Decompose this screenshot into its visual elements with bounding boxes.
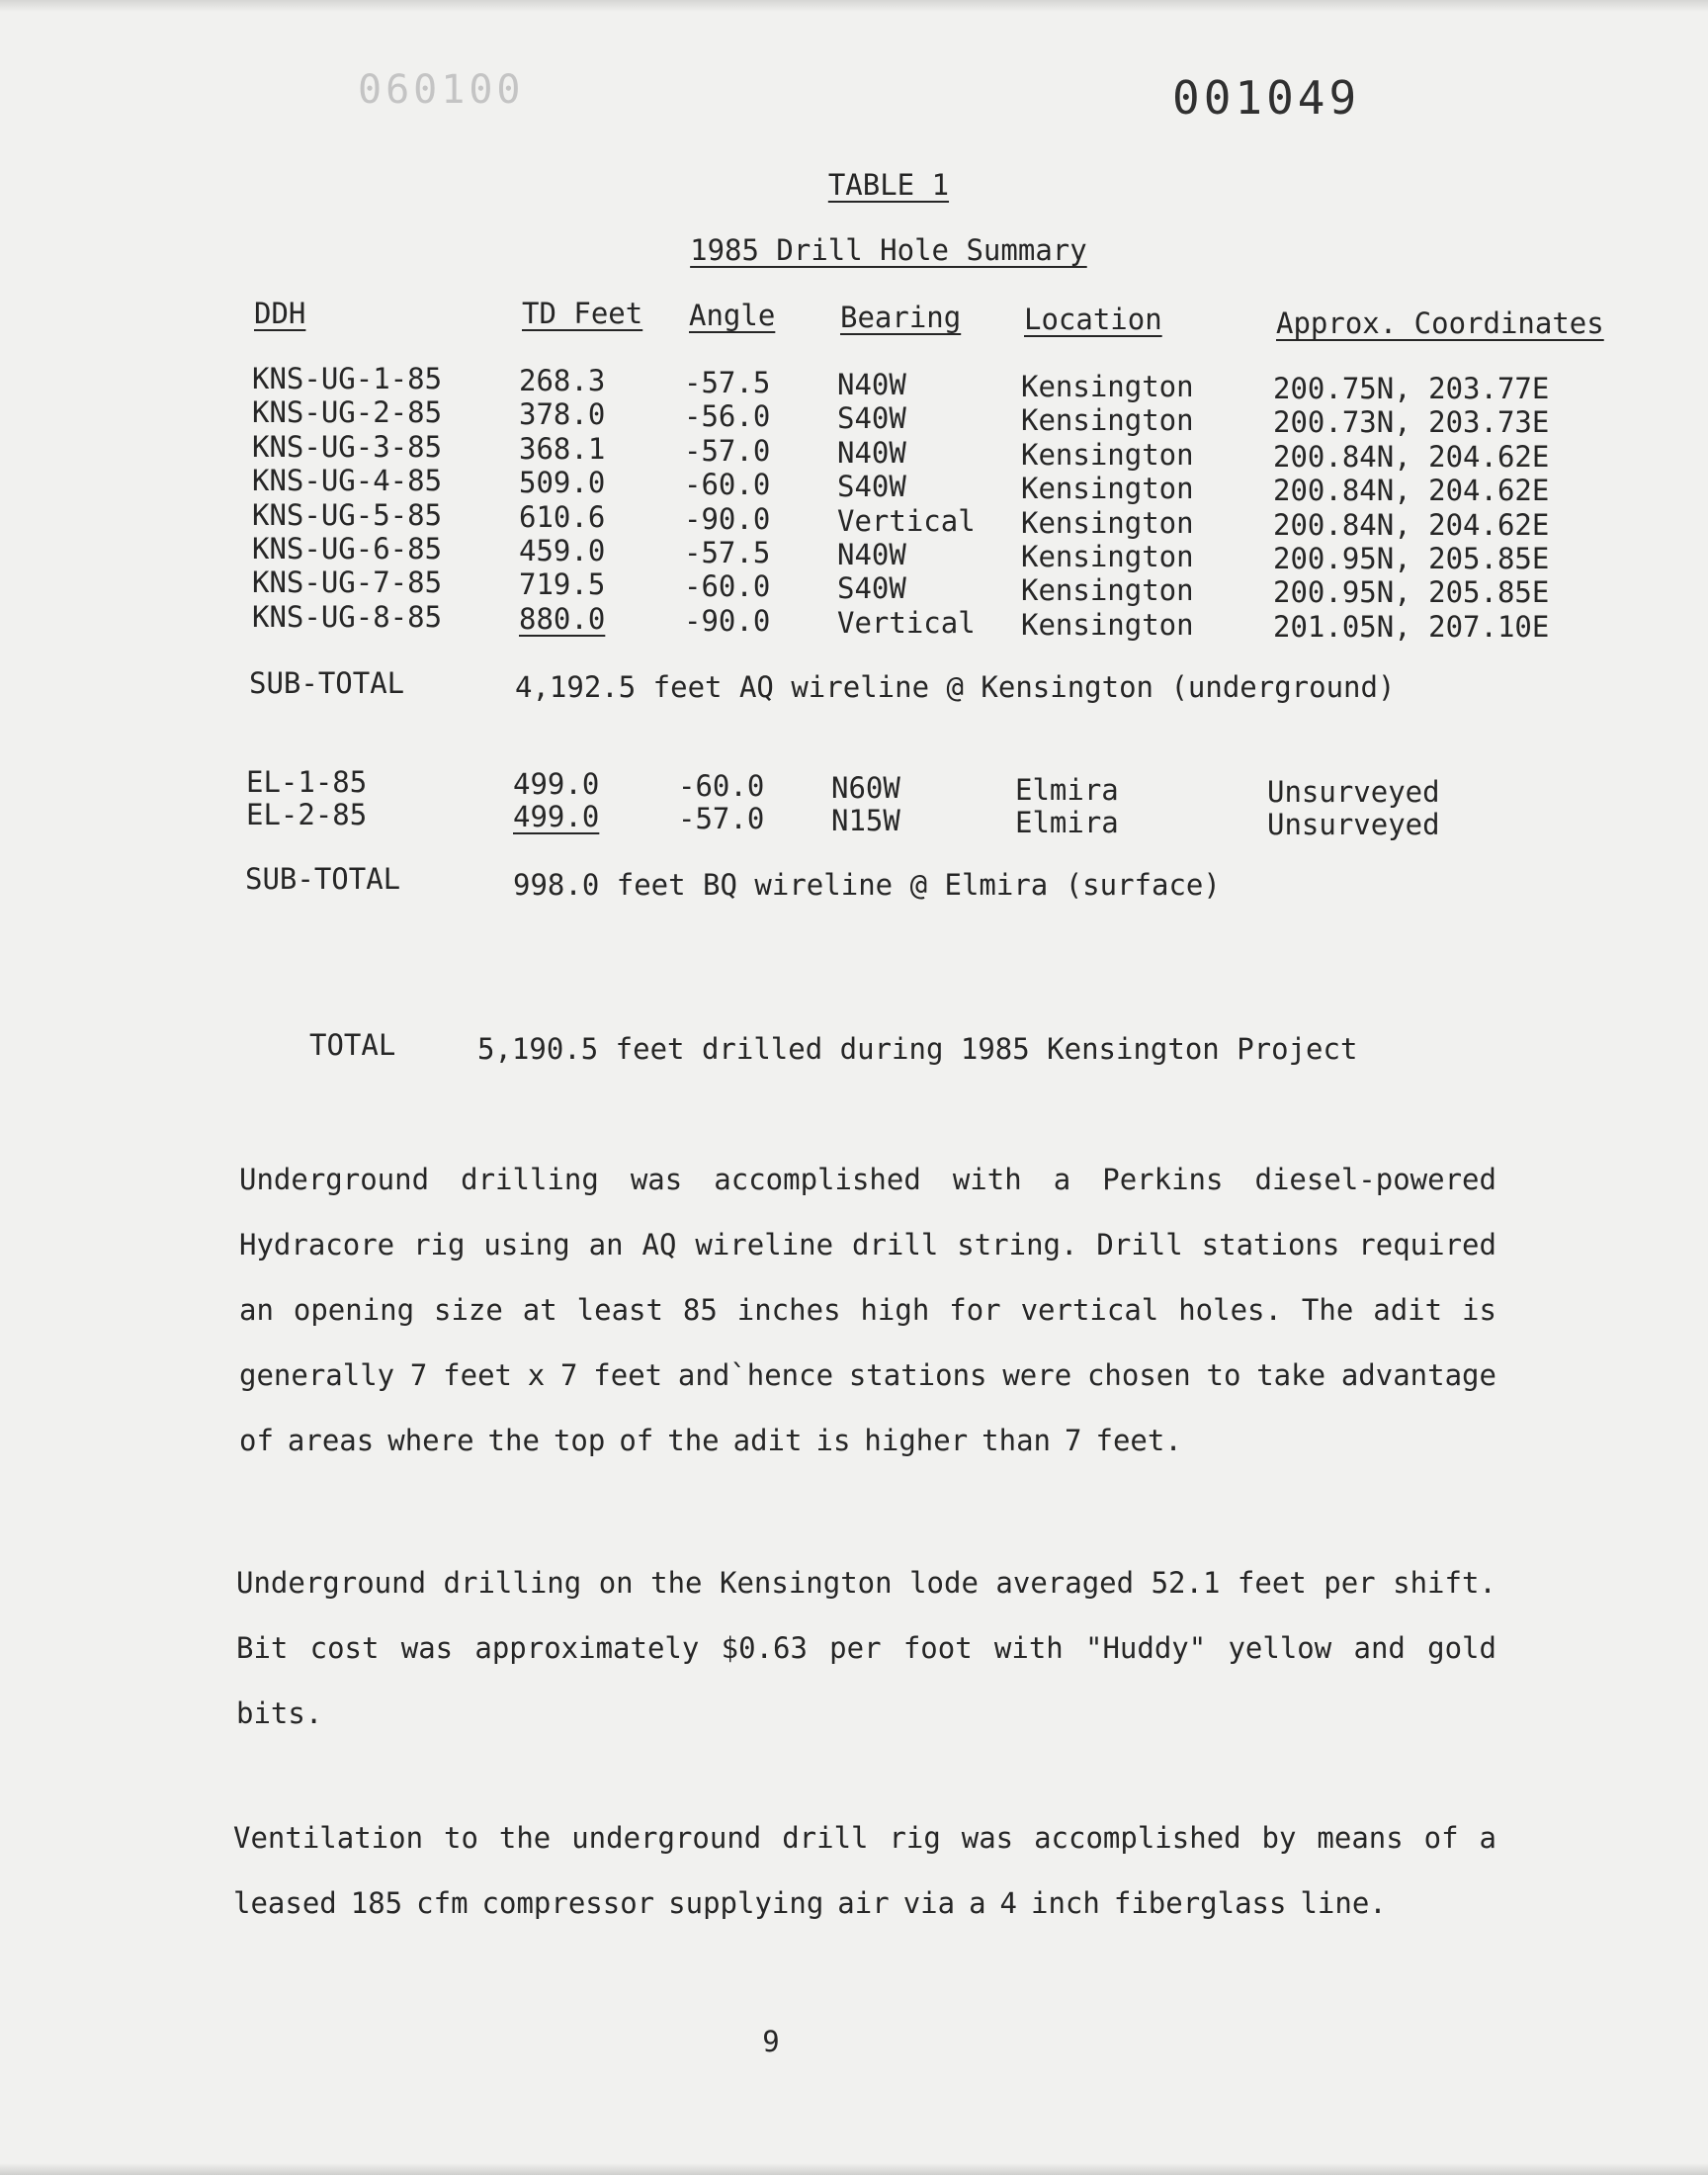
word: of bbox=[1423, 1821, 1459, 1855]
word: $0.63 bbox=[721, 1631, 808, 1665]
word: "Huddy" bbox=[1085, 1631, 1207, 1665]
word: required bbox=[1358, 1228, 1496, 1262]
header-angle: Angle bbox=[689, 299, 776, 332]
paragraph-line bbox=[239, 1163, 1496, 1228]
cell-angle: -60.0 bbox=[684, 569, 771, 604]
word: leased bbox=[233, 1886, 337, 1920]
paragraph-line bbox=[233, 1821, 1496, 1886]
word: of bbox=[619, 1424, 654, 1457]
header-td-feet: TD Feet bbox=[522, 297, 643, 330]
paragraph bbox=[233, 1821, 1496, 1952]
word: stations bbox=[1201, 1228, 1340, 1262]
header-bearing: Bearing bbox=[840, 301, 962, 334]
word: foot bbox=[902, 1631, 973, 1665]
paragraph-line bbox=[239, 1228, 1496, 1293]
cell-ddh: KNS-UG-7-85 bbox=[252, 566, 443, 600]
header-ddh: DDH bbox=[254, 297, 306, 330]
word: gold bbox=[1427, 1631, 1496, 1665]
word: drilling bbox=[443, 1566, 582, 1600]
cell-coords: 200.75N, 203.77E bbox=[1273, 372, 1550, 405]
cell-ddh: KNS-UG-4-85 bbox=[252, 464, 443, 498]
word: where bbox=[387, 1424, 474, 1457]
cell-angle: -57.0 bbox=[678, 802, 765, 835]
word: for bbox=[949, 1293, 1001, 1327]
table-label: TABLE 1 bbox=[827, 168, 950, 202]
word: on bbox=[598, 1566, 634, 1600]
word: feet bbox=[443, 1358, 513, 1392]
word: top bbox=[553, 1424, 606, 1457]
cell-location: Kensington bbox=[1021, 607, 1194, 642]
word: adit bbox=[1373, 1293, 1443, 1327]
word: the bbox=[487, 1424, 540, 1457]
word: lode bbox=[909, 1566, 979, 1600]
word: cfm bbox=[416, 1886, 469, 1920]
word: via bbox=[902, 1886, 956, 1920]
word: an bbox=[588, 1228, 624, 1262]
header-location: Location bbox=[1024, 303, 1162, 336]
word: areas bbox=[287, 1424, 375, 1457]
paragraph bbox=[236, 1566, 1496, 1762]
word: 7 bbox=[560, 1358, 578, 1392]
word: inches bbox=[736, 1293, 841, 1327]
word: Underground bbox=[236, 1566, 427, 1600]
word: feet bbox=[1237, 1566, 1307, 1600]
cell-coords: Unsurveyed bbox=[1267, 808, 1440, 841]
cell-location: Kensington bbox=[1021, 437, 1194, 472]
word: vertical bbox=[1020, 1293, 1159, 1327]
word: Ventilation bbox=[233, 1821, 424, 1855]
word: an bbox=[239, 1293, 274, 1327]
cell-ddh: EL-2-85 bbox=[246, 798, 368, 831]
cell-coords: 200.95N, 205.85E bbox=[1273, 575, 1550, 610]
word: drill bbox=[782, 1821, 869, 1855]
word: underground bbox=[571, 1821, 762, 1855]
cell-location: Kensington bbox=[1021, 540, 1194, 573]
scan-edge-top bbox=[0, 0, 1708, 12]
word: least bbox=[576, 1293, 663, 1327]
page-stamp-number: 001049 bbox=[1172, 71, 1361, 125]
word: the bbox=[650, 1566, 703, 1600]
word: means bbox=[1317, 1821, 1404, 1855]
cell-td: 268.3 bbox=[519, 364, 606, 397]
total-label: TOTAL bbox=[309, 1028, 396, 1062]
word: is bbox=[1462, 1293, 1496, 1327]
word: supplying bbox=[668, 1886, 824, 1920]
word: approximately bbox=[474, 1631, 700, 1665]
word: The bbox=[1301, 1293, 1354, 1327]
word: a bbox=[969, 1886, 986, 1920]
word: Perkins bbox=[1102, 1163, 1224, 1196]
cell-coords: 200.84N, 204.62E bbox=[1273, 474, 1550, 508]
word: to bbox=[1206, 1358, 1241, 1392]
word: 7 bbox=[1065, 1424, 1082, 1457]
cell-td: 499.0 bbox=[513, 800, 600, 833]
word: line. bbox=[1300, 1886, 1387, 1920]
faint-stamp-number: 060100 bbox=[358, 67, 525, 113]
word: a bbox=[1053, 1163, 1071, 1196]
word: drilling bbox=[461, 1163, 599, 1196]
cell-coords: 201.05N, 207.10E bbox=[1273, 609, 1550, 644]
word: high bbox=[860, 1293, 930, 1327]
cell-location: Kensington bbox=[1021, 370, 1194, 403]
word: bits. bbox=[236, 1696, 323, 1730]
word: and bbox=[1353, 1631, 1406, 1665]
cell-ddh: KNS-UG-2-85 bbox=[252, 395, 443, 430]
word: accomplished bbox=[714, 1163, 921, 1196]
word: advantage bbox=[1340, 1358, 1496, 1392]
word: at bbox=[522, 1293, 557, 1327]
cell-angle: -57.5 bbox=[684, 366, 771, 399]
word: 185 bbox=[350, 1886, 403, 1920]
word: chosen bbox=[1086, 1358, 1191, 1392]
cell-angle: -90.0 bbox=[684, 501, 771, 536]
cell-coords: 200.73N, 203.73E bbox=[1273, 405, 1550, 440]
cell-td: 459.0 bbox=[519, 534, 606, 567]
cell-ddh: KNS-UG-6-85 bbox=[252, 532, 443, 566]
cell-angle: -57.5 bbox=[684, 536, 771, 569]
cell-ddh: EL-1-85 bbox=[246, 765, 368, 799]
cell-coords: 200.84N, 204.62E bbox=[1273, 507, 1550, 542]
subtotal-1-text: 4,192.5 feet AQ wireline @ Kensington (underground) bbox=[515, 670, 1396, 704]
word: was bbox=[630, 1163, 683, 1196]
cell-location: Kensington bbox=[1021, 505, 1194, 540]
word: is bbox=[815, 1424, 851, 1457]
cell-angle: -90.0 bbox=[684, 603, 771, 638]
word: 52.1 bbox=[1151, 1566, 1221, 1600]
total-text: 5,190.5 feet drilled during 1985 Kensington Project bbox=[477, 1032, 1358, 1066]
word: were bbox=[1002, 1358, 1072, 1392]
word: a bbox=[1479, 1821, 1496, 1855]
word: diesel-powered bbox=[1254, 1163, 1496, 1196]
word: 85 bbox=[682, 1293, 718, 1327]
word: than bbox=[982, 1424, 1052, 1457]
cell-coords: 200.84N, 204.62E bbox=[1273, 439, 1550, 474]
word: feet. bbox=[1095, 1424, 1182, 1457]
cell-ddh: KNS-UG-8-85 bbox=[252, 599, 443, 634]
word: AQ bbox=[641, 1228, 677, 1262]
word: generally bbox=[239, 1358, 395, 1392]
cell-coords: Unsurveyed bbox=[1267, 775, 1440, 809]
word: rig bbox=[413, 1228, 466, 1262]
paragraph-line bbox=[239, 1424, 1496, 1489]
cell-bearing: N40W bbox=[837, 538, 906, 571]
cell-angle: -60.0 bbox=[678, 769, 765, 803]
cell-location: Kensington bbox=[1021, 573, 1194, 608]
word: size bbox=[434, 1293, 503, 1327]
cell-coords: 200.95N, 205.85E bbox=[1273, 542, 1550, 575]
paragraph-line bbox=[233, 1886, 1496, 1952]
word: 7 bbox=[409, 1358, 428, 1392]
word: averaged bbox=[995, 1566, 1135, 1600]
cell-td: 719.5 bbox=[519, 567, 606, 602]
cell-ddh: KNS-UG-1-85 bbox=[252, 362, 443, 395]
cell-td: 880.0 bbox=[519, 601, 606, 636]
word: Bit bbox=[236, 1631, 289, 1665]
word: with bbox=[952, 1163, 1022, 1196]
scan-edge-bottom bbox=[0, 2163, 1708, 2175]
word: was bbox=[961, 1821, 1014, 1855]
word: adit bbox=[732, 1424, 803, 1457]
word: per bbox=[829, 1631, 882, 1665]
word: rig bbox=[889, 1821, 941, 1855]
word: fiberglass bbox=[1113, 1886, 1287, 1920]
word: Kensington bbox=[720, 1566, 893, 1600]
cell-location: Elmira bbox=[1015, 773, 1119, 807]
word: string. bbox=[957, 1228, 1078, 1262]
word: yellow bbox=[1228, 1631, 1332, 1665]
word: the bbox=[498, 1821, 552, 1855]
word: air bbox=[837, 1886, 890, 1920]
word: by bbox=[1261, 1821, 1297, 1855]
word: drill bbox=[852, 1228, 939, 1262]
subtotal-1-label: SUB-TOTAL bbox=[249, 666, 405, 700]
word: and`hence bbox=[677, 1358, 834, 1392]
subtotal-2-label: SUB-TOTAL bbox=[245, 862, 401, 896]
word: higher bbox=[864, 1424, 969, 1457]
cell-bearing: N40W bbox=[837, 435, 906, 470]
subtotal-2-text: 998.0 feet BQ wireline @ Elmira (surface) bbox=[513, 868, 1221, 902]
word: of bbox=[239, 1424, 274, 1457]
paragraph-line bbox=[236, 1696, 1496, 1762]
word: to bbox=[444, 1821, 478, 1855]
cell-location: Elmira bbox=[1015, 806, 1119, 839]
cell-angle: -56.0 bbox=[684, 399, 771, 434]
word: x bbox=[527, 1358, 546, 1392]
paragraph bbox=[239, 1163, 1496, 1489]
cell-bearing: S40W bbox=[837, 401, 906, 436]
paragraph-line bbox=[239, 1293, 1496, 1358]
word: Hydracore bbox=[239, 1228, 395, 1262]
header-coordinates: Approx. Coordinates bbox=[1276, 306, 1604, 340]
word: take bbox=[1256, 1358, 1326, 1392]
word: Drill bbox=[1096, 1228, 1183, 1262]
word: the bbox=[667, 1424, 720, 1457]
word: cost bbox=[309, 1631, 380, 1665]
page-number: 9 bbox=[762, 2025, 780, 2058]
cell-bearing: N40W bbox=[837, 368, 906, 401]
cell-td: 499.0 bbox=[513, 767, 600, 801]
cell-angle: -60.0 bbox=[684, 468, 771, 502]
cell-bearing: S40W bbox=[837, 571, 906, 606]
cell-bearing: S40W bbox=[837, 470, 906, 504]
cell-angle: -57.0 bbox=[684, 433, 771, 468]
table-subtitle: 1985 Drill Hole Summary bbox=[690, 233, 1087, 267]
cell-td: 509.0 bbox=[519, 466, 606, 500]
cell-td: 610.6 bbox=[519, 499, 606, 534]
word: stations bbox=[848, 1358, 987, 1392]
cell-bearing: N60W bbox=[831, 771, 900, 805]
word: compressor bbox=[481, 1886, 655, 1920]
cell-bearing: N15W bbox=[831, 804, 900, 837]
word: accomplished bbox=[1034, 1821, 1241, 1855]
cell-td: 378.0 bbox=[519, 397, 606, 432]
cell-td: 368.1 bbox=[519, 431, 606, 466]
cell-bearing: Vertical bbox=[837, 605, 976, 640]
cell-location: Kensington bbox=[1021, 472, 1194, 506]
word: inch bbox=[1031, 1886, 1100, 1920]
word: feet bbox=[593, 1358, 663, 1392]
paragraph-line bbox=[239, 1358, 1496, 1424]
word: 4 bbox=[999, 1886, 1018, 1920]
word: shift. bbox=[1393, 1566, 1496, 1600]
word: Underground bbox=[239, 1163, 430, 1196]
word: was bbox=[400, 1631, 454, 1665]
paragraph-line bbox=[236, 1631, 1496, 1696]
cell-bearing: Vertical bbox=[837, 503, 976, 538]
cell-ddh: KNS-UG-3-85 bbox=[252, 429, 443, 464]
paragraph-line bbox=[236, 1566, 1496, 1631]
word: using bbox=[483, 1228, 570, 1262]
cell-ddh: KNS-UG-5-85 bbox=[252, 497, 443, 532]
word: holes. bbox=[1178, 1293, 1282, 1327]
word: opening bbox=[293, 1293, 415, 1327]
word: wireline bbox=[695, 1228, 834, 1262]
word: per bbox=[1324, 1566, 1376, 1600]
cell-location: Kensington bbox=[1021, 403, 1194, 438]
word: with bbox=[993, 1631, 1064, 1665]
